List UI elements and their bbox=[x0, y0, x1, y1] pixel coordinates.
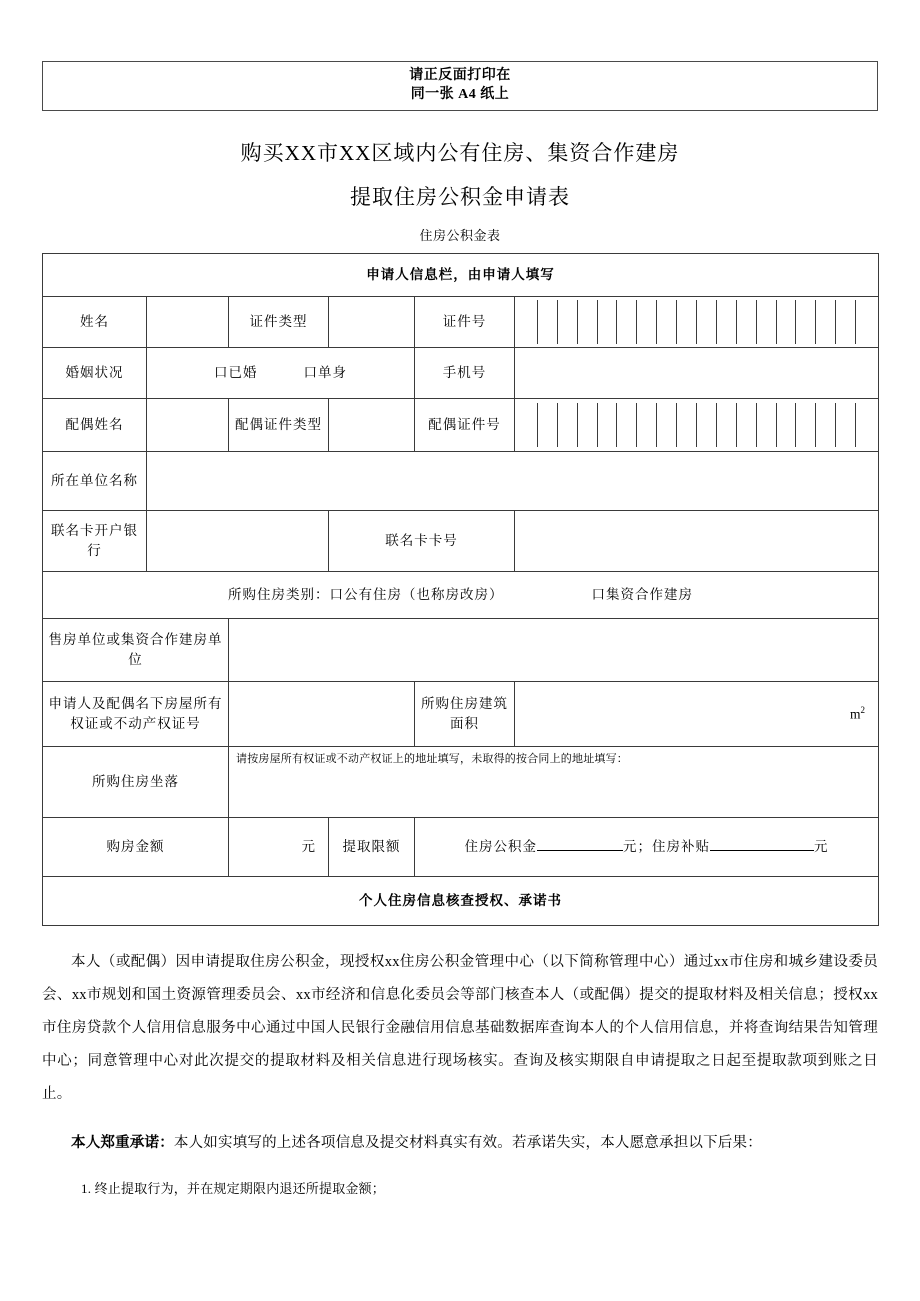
label-card-number: 联名卡卡号 bbox=[329, 511, 515, 572]
housing-location-hint: 请按房屋所有权证或不动产权证上的地址填写，未取得的按合同上的地址填写： bbox=[236, 753, 628, 765]
checkbox-public-housing[interactable]: 口公有住房（也称房改房） bbox=[329, 587, 504, 603]
unit-yuan-subsidy: 元 bbox=[814, 839, 829, 855]
label-phone: 手机号 bbox=[415, 348, 515, 399]
table-row bbox=[43, 877, 879, 926]
label-spouse-id-number: 配偶证件号 bbox=[415, 399, 515, 452]
id-char-box[interactable] bbox=[717, 300, 737, 344]
label-purchase-amount: 购房金额 bbox=[43, 818, 229, 877]
authorization-paragraph-1: 本人（或配偶）因申请提取住房公积金，现授权xx住房公积金管理中心（以下简称管理中心）通过xx市住房和城乡建设委员会、xx市规划和国土资源管理委员会、xx市经济和信息化委员会等部门核查本人（或配偶）提交的提取材料及相关信息；授权xx市住房贷款个人信用信息服务中心通过中国人民银行金融信用信息基础数据库查询本人的个人信用信息，并将查询结果告知管理中心；同意管理中心对此次提交的提取材料及相关信息进行现场核实。查询及核实期限自申请提取之日起至提取款项到账之日止。 bbox=[42, 954, 878, 1103]
id-char-box[interactable] bbox=[637, 300, 657, 344]
id-char-box[interactable] bbox=[578, 300, 598, 344]
marital-status-options[interactable] bbox=[147, 348, 415, 399]
label-name: 姓名 bbox=[43, 297, 147, 348]
withdrawal-limit-fields[interactable] bbox=[415, 818, 879, 877]
input-phone[interactable] bbox=[515, 348, 879, 399]
input-spouse-id-type[interactable] bbox=[329, 399, 415, 452]
label-property-certificate: 申请人及配偶名下房屋所有权证或不动产权证号 bbox=[43, 682, 229, 747]
id-char-box[interactable] bbox=[677, 403, 697, 447]
checkbox-single[interactable]: 口单身 bbox=[303, 365, 347, 381]
label-subsidy-amount: 住房补贴 bbox=[652, 839, 711, 855]
label-housing-location: 所购住房坐落 bbox=[43, 747, 229, 818]
housing-type-options[interactable] bbox=[43, 572, 879, 619]
id-char-box[interactable] bbox=[796, 300, 816, 344]
solemn-promise-text: 本人如实填写的上述各项信息及提交材料真实有效。若承诺失实，本人愿意承担以下后果： bbox=[173, 1135, 762, 1152]
table-row bbox=[43, 818, 879, 877]
table-row bbox=[43, 399, 879, 452]
label-spouse-name: 配偶姓名 bbox=[43, 399, 147, 452]
label-withdrawal-limit: 提取限额 bbox=[329, 818, 415, 877]
label-id-number: 证件号 bbox=[415, 297, 515, 348]
label-employer: 所在单位名称 bbox=[43, 452, 147, 511]
label-card-bank: 联名卡开户银行 bbox=[43, 511, 147, 572]
id-char-box[interactable] bbox=[777, 403, 797, 447]
id-char-box[interactable] bbox=[796, 403, 816, 447]
checkbox-coop-housing[interactable]: 口集资合作建房 bbox=[591, 587, 694, 603]
input-spouse-id-number-boxes[interactable] bbox=[515, 399, 879, 452]
id-char-box[interactable] bbox=[856, 403, 875, 447]
id-char-box[interactable] bbox=[737, 300, 757, 344]
input-subsidy-amount[interactable] bbox=[710, 838, 814, 851]
input-card-bank[interactable] bbox=[147, 511, 329, 572]
input-employer[interactable] bbox=[147, 452, 879, 511]
label-housing-type: 所购住房类别： bbox=[228, 587, 330, 603]
table-row bbox=[43, 619, 879, 682]
id-char-box[interactable] bbox=[538, 300, 558, 344]
id-char-box[interactable] bbox=[757, 300, 777, 344]
input-card-number[interactable] bbox=[515, 511, 879, 572]
applicant-section-header: 申请人信息栏，由申请人填写 bbox=[43, 254, 879, 297]
id-char-box[interactable] bbox=[697, 403, 717, 447]
id-char-box[interactable] bbox=[816, 403, 836, 447]
table-row bbox=[43, 572, 879, 619]
id-char-box[interactable] bbox=[558, 300, 578, 344]
table-row bbox=[43, 747, 879, 818]
id-char-box[interactable] bbox=[836, 300, 856, 344]
table-row bbox=[43, 254, 879, 297]
consequence-item-1: 1. 终止提取行为，并在规定期限内退还所提取金额； bbox=[81, 1181, 386, 1197]
id-char-box[interactable] bbox=[598, 300, 618, 344]
id-char-box[interactable] bbox=[677, 300, 697, 344]
unit-square-meter: $m^2$ bbox=[850, 704, 866, 722]
label-seller-unit: 售房单位或集资合作建房单位 bbox=[43, 619, 229, 682]
label-spouse-id-type: 配偶证件类型 bbox=[229, 399, 329, 452]
application-form-table bbox=[42, 253, 879, 926]
id-char-box[interactable] bbox=[617, 403, 637, 447]
table-row bbox=[43, 682, 879, 747]
id-char-box[interactable] bbox=[558, 403, 578, 447]
input-building-area[interactable] bbox=[515, 682, 879, 747]
id-char-box[interactable] bbox=[657, 300, 677, 344]
authorization-body bbox=[42, 946, 878, 1204]
table-row bbox=[43, 511, 879, 572]
id-char-box[interactable] bbox=[717, 403, 737, 447]
spouse-id-number-charbox-grid[interactable] bbox=[518, 403, 875, 447]
id-char-box[interactable] bbox=[617, 300, 637, 344]
form-title-sub: 提取住房公积金申请表 bbox=[350, 185, 570, 209]
label-fund-amount: 住房公积金 bbox=[464, 839, 538, 855]
id-number-charbox-grid[interactable] bbox=[518, 300, 875, 344]
label-id-type: 证件类型 bbox=[229, 297, 329, 348]
input-property-certificate[interactable] bbox=[229, 682, 415, 747]
id-char-box[interactable] bbox=[777, 300, 797, 344]
unit-yuan-price: 元 bbox=[301, 839, 315, 855]
id-char-box[interactable] bbox=[697, 300, 717, 344]
input-spouse-name[interactable] bbox=[147, 399, 229, 452]
unit-yuan-fund: 元； bbox=[623, 839, 653, 855]
label-marital-status: 婚姻状况 bbox=[43, 348, 147, 399]
id-char-box[interactable] bbox=[578, 403, 598, 447]
authorization-paragraph-2 bbox=[42, 1127, 878, 1160]
id-char-box[interactable] bbox=[657, 403, 677, 447]
id-char-box[interactable] bbox=[816, 300, 836, 344]
input-fund-amount[interactable] bbox=[537, 838, 623, 851]
checkbox-married[interactable]: 口已婚 bbox=[214, 365, 258, 381]
id-char-box[interactable] bbox=[836, 403, 856, 447]
input-id-type[interactable] bbox=[329, 297, 415, 348]
print-notice-line-1: 请正反面打印在 bbox=[409, 68, 511, 84]
label-building-area: 所购住房建筑面积 bbox=[415, 682, 515, 747]
id-char-box[interactable] bbox=[598, 403, 618, 447]
form-sheet bbox=[42, 0, 878, 1204]
print-notice-line-2: 同一张 A4 纸上 bbox=[410, 87, 510, 102]
input-seller-unit[interactable] bbox=[229, 619, 879, 682]
input-housing-location[interactable] bbox=[229, 747, 879, 818]
id-char-box[interactable] bbox=[637, 403, 657, 447]
table-row bbox=[43, 297, 879, 348]
table-row bbox=[43, 348, 879, 399]
id-char-box[interactable] bbox=[538, 403, 558, 447]
print-notice-box bbox=[42, 61, 878, 111]
id-char-box[interactable] bbox=[757, 403, 777, 447]
authorization-section-header: 个人住房信息核查授权、承诺书 bbox=[43, 877, 879, 926]
id-char-box[interactable] bbox=[518, 403, 538, 447]
input-name[interactable] bbox=[147, 297, 229, 348]
table-row bbox=[43, 452, 879, 511]
input-id-number-boxes[interactable] bbox=[515, 297, 879, 348]
form-title-main: 购买XX市XX区域内公有住房、集资合作建房 bbox=[240, 141, 680, 165]
form-title-small: 住房公积金表 bbox=[419, 228, 501, 243]
solemn-promise-label: 本人郑重承诺： bbox=[71, 1135, 174, 1152]
id-char-box[interactable] bbox=[856, 300, 875, 344]
input-purchase-amount[interactable] bbox=[229, 818, 329, 877]
id-char-box[interactable] bbox=[518, 300, 538, 344]
id-char-box[interactable] bbox=[737, 403, 757, 447]
